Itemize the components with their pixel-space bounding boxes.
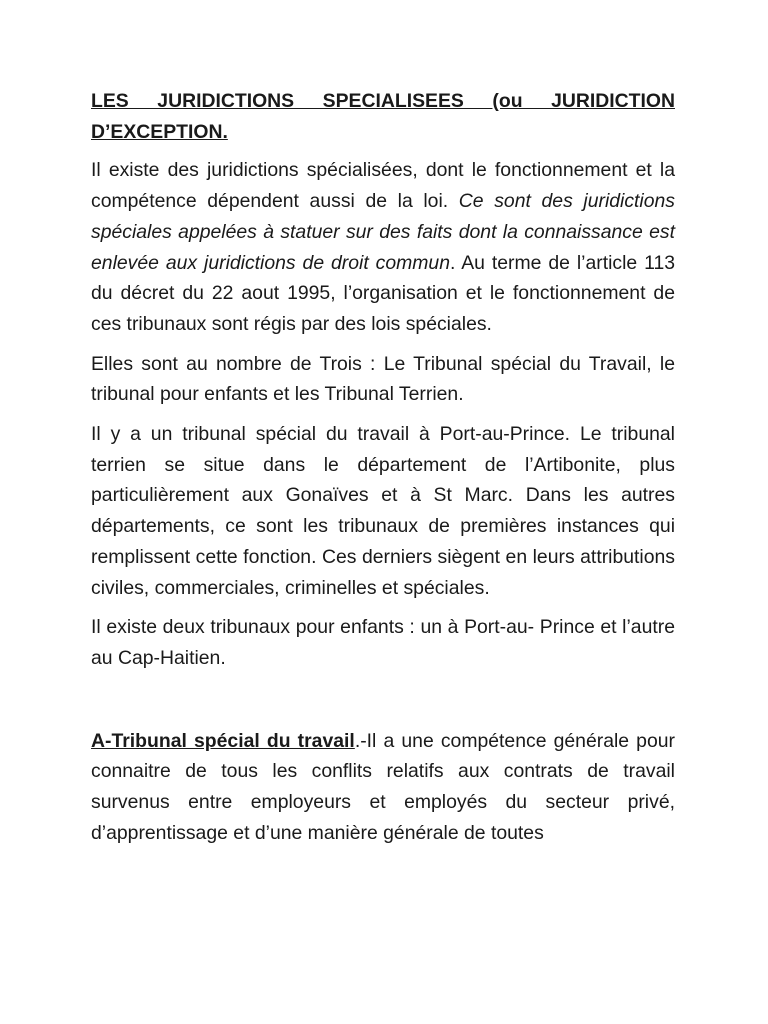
section-a-paragraph — [91, 726, 675, 849]
paragraph-definition-italic: Ce sont des juridictions spéciales appelées à statuer sur des faits dont la connaissance est enlevée aux juridictions de droit commun — [91, 190, 675, 274]
paragraph-definition-intro: Il existe des juridictions spécialisées, dont le fonctionnement et la compétence dépendent aussi de la loi. — [91, 159, 675, 213]
paragraph-count: Elles sont au nombre de Trois : Le Tribunal spécial du Travail, le tribunal pour enfants et les Tribunal Terrien. — [91, 352, 675, 406]
section-a-body: .-Il a une compétence générale pour connaitre de tous les conflits relatifs aux contrats de travail survenus entre employeurs et employés du secteur privé, d’apprentissage et d’une manière générale de toutes — [91, 729, 675, 844]
section-a-title: A-Tribunal spécial du travail — [91, 729, 355, 752]
document-page — [91, 86, 675, 857]
heading-line-1: LES JURIDICTIONS SPECIALISEES (ou JURIDICTION — [91, 90, 675, 112]
spacer — [91, 683, 675, 726]
paragraph-definition-rest: . Au terme de l’article 113 du décret du 22 aout 1995, l’organisation et le fonctionnement de ces tribunaux sont régis par des lois spéciales. — [91, 251, 676, 335]
paragraph-definition — [91, 155, 675, 339]
paragraph-locations: Il y a un tribunal spécial du travail à Port-au-Prince. Le tribunal terrien se situe dans le département de l’Artibonite, plus particulièrement aux Gonaïves et à St Marc. Dans les autres départements, ce sont les tribunaux de premières instances qui remplissent cette fonction. Ces derniers siègent en leurs attributions civiles, commerciales, criminelles et spéciales. — [91, 423, 675, 599]
document-heading — [91, 86, 675, 147]
heading-line-2: D’EXCEPTION. — [91, 120, 228, 143]
paragraph-children-courts: Il existe deux tribunaux pour enfants : un à Port-au- Prince et l’autre au Cap-Haitien. — [91, 616, 675, 669]
